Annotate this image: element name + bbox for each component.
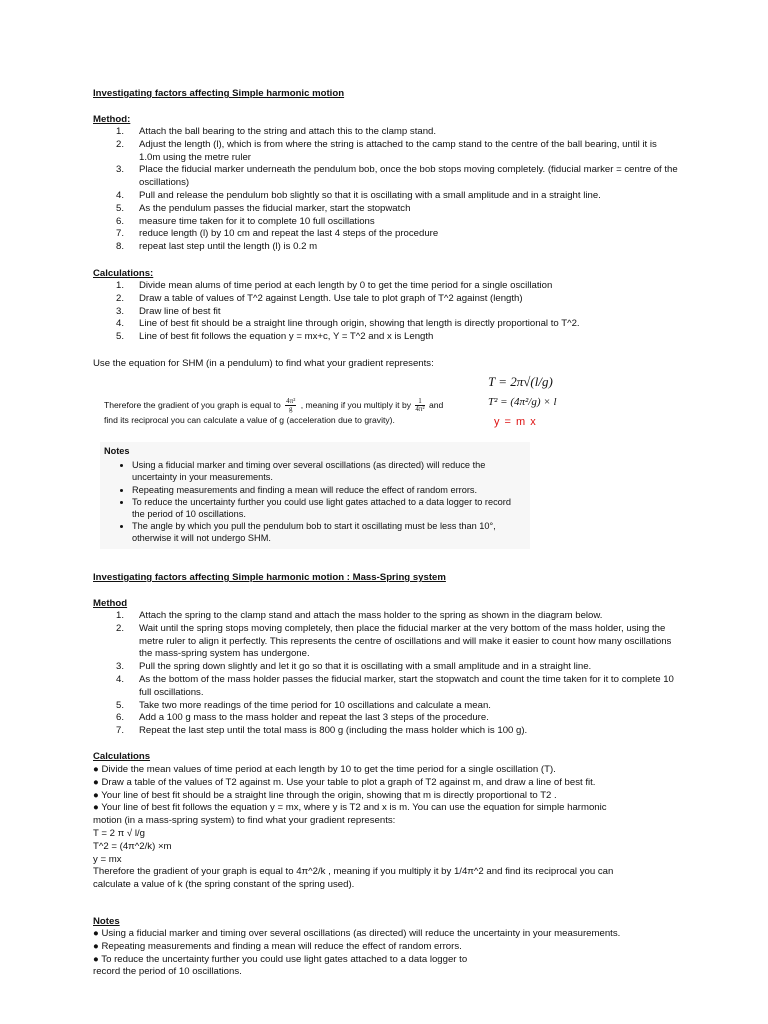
section2-notes-heading: Notes — [93, 916, 120, 927]
list-item-number: 2. — [116, 622, 125, 634]
formula-period-squared: T² = (4π²/g) × l — [488, 396, 557, 408]
section1-calculations-list — [0, 280, 679, 344]
multiplier-fraction — [415, 398, 424, 413]
section1-method-list — [0, 126, 679, 254]
list-item-text: Take two more readings of the time period for 10 oscillations and calculate a mean. — [139, 699, 491, 711]
text-line: T = 2 π √ l/g — [93, 827, 145, 839]
list-item-number: 1. — [116, 610, 125, 621]
section2-notes-lines — [93, 928, 683, 979]
gradient-text-b: , meaning if you multiply it by — [300, 400, 412, 410]
text-line: T^2 = (4π^2/k) ×m — [93, 840, 172, 852]
text-line: y = mx — [93, 853, 122, 865]
list-item-number: 4. — [116, 189, 125, 201]
text-line: motion (in a mass-spring system) to find what your gradient represents: — [93, 815, 396, 827]
list-item-text: Attach the ball bearing to the string and attach this to the clamp stand. — [139, 126, 437, 137]
list-item — [0, 203, 679, 216]
section2-method-heading: Method — [93, 598, 128, 609]
list-item-text: Line of best fit should be a straight line through origin, showing that length is directly proportional to T^2. — [139, 318, 580, 330]
list-item-number: 7. — [116, 228, 125, 240]
list-item — [0, 216, 679, 229]
gradient-text-c: and — [428, 400, 444, 410]
shm-instruction: Use the equation for SHM (in a pendulum) to find what your gradient represents: — [93, 358, 434, 369]
list-item-text: As the pendulum passes the fiducial marker, start the stopwatch — [139, 202, 411, 214]
list-item-text: Place the fiducial marker underneath the pendulum bob, once the bob stops moving completely. (fiducial marker = centre of the oscillations) — [139, 164, 678, 189]
list-item — [0, 674, 679, 700]
list-item — [0, 280, 679, 293]
list-item-number: 8. — [116, 241, 125, 253]
list-item-number: 7. — [116, 725, 125, 737]
list-item-text: Draw line of best fit — [139, 305, 221, 317]
list-item — [0, 126, 679, 139]
list-item — [0, 712, 679, 725]
list-item — [0, 190, 679, 203]
list-item-text: Wait until the spring stops moving completely, then place the fiducial marker at the very bottom of the mass holder, using the metre ruler to align it perfectly. This represents the centre of oscillations and will make it easier to count how many oscillations the mass-spring system has undergone. — [139, 622, 672, 660]
list-item-text: Divide mean alums of time period at each length by 0 to get the time period for a single oscillation — [139, 280, 553, 291]
list-item — [0, 306, 679, 319]
list-item-number: 6. — [116, 215, 125, 227]
note-item: • Repeating measurements and finding a mean will reduce the effect of random errors. — [132, 484, 524, 496]
list-item-text: reduce length (l) by 10 cm and repeat the last 4 steps of the procedure — [139, 228, 439, 240]
list-item-text: Pull the spring down slightly and let it go so that it is oscillating with a small amplitude and in a straight line. — [139, 661, 592, 673]
note-item: • To reduce the uncertainty further you could use light gates attached to a data logger to record the period of 10 oscillations. — [132, 496, 524, 520]
text-line: ● Your line of best fit should be a straight line through the origin, showing that m is directly proportional to T2 . — [93, 789, 557, 801]
list-item-number: 2. — [116, 138, 125, 150]
multiplier-fraction-bottom: 4π² — [415, 405, 425, 414]
list-item-text: repeat last step until the length (l) is 0.2 m — [139, 241, 318, 253]
list-item-text: Add a 100 g mass to the mass holder and repeat the last 3 steps of the procedure. — [139, 712, 489, 724]
section1-notes-list — [104, 459, 524, 544]
list-item — [0, 139, 679, 165]
list-item-number: 1. — [116, 280, 125, 291]
gradient-text-d: find its reciprocal you can calculate a value of g (acceleration due to gravity). — [104, 415, 395, 426]
list-item-number: 5. — [116, 331, 125, 343]
formula-linear: y = m x — [494, 416, 537, 428]
note-item: • The angle by which you pull the pendulum bob to start it oscillating must be less than 10°, otherwise it will not undergo SHM. — [132, 520, 524, 544]
list-item-number: 3. — [116, 661, 125, 673]
list-item — [0, 164, 679, 190]
text-line: ● Draw a table of the values of T2 against m. Use your table to plot a graph of T2 against m, and draw a line of best fit. — [93, 776, 596, 788]
list-item-number: 5. — [116, 202, 125, 214]
section2-calculations-lines — [93, 764, 683, 892]
list-item-text: measure time taken for it to complete 10 full oscillations — [139, 215, 375, 227]
list-item-number: 3. — [116, 164, 125, 176]
list-item — [0, 623, 679, 661]
section1-method-heading: Method: — [93, 114, 131, 125]
gradient-fraction — [285, 398, 296, 413]
text-line: ● Using a fiducial marker and timing over several oscillations (as directed) will reduce the uncertainty in your measurements. — [93, 928, 621, 939]
list-item-text: Draw a table of values of T^2 against Length. Use tale to plot graph of T^2 against (length) — [139, 292, 523, 304]
list-item-number: 1. — [116, 126, 125, 137]
list-item — [0, 661, 679, 674]
list-item — [0, 610, 679, 623]
list-item-text: As the bottom of the mass holder passes the fiducial marker, start the stopwatch and count the time taken for it to complete 10 full oscillations. — [139, 673, 674, 698]
text-line: calculate a value of k (the spring constant of the spring used). — [93, 879, 355, 891]
multiplier-fraction-top: 1 — [415, 398, 424, 406]
section1-title: Investigating factors affecting Simple harmonic motion — [93, 88, 345, 99]
list-item — [0, 725, 679, 738]
text-line: ● Repeating measurements and finding a mean will reduce the effect of random errors. — [93, 940, 462, 952]
text-line: ● Divide the mean values of time period at each length by 10 to get the time period for a single oscillation (T). — [93, 764, 556, 775]
text-line: Therefore the gradient of your graph is equal to 4π^2/k , meaning if you multiply it by 1/4π^2 and find its reciprocal you can — [93, 866, 614, 878]
text-line: record the period of 10 oscillations. — [93, 966, 242, 978]
list-item-text: Line of best fit follows the equation y = mx+c, Y = T^2 and x is Length — [139, 331, 434, 343]
gradient-fraction-bottom: g — [288, 405, 293, 414]
list-item-number: 6. — [116, 712, 125, 724]
section1-notes-box — [100, 442, 530, 549]
list-item — [0, 293, 679, 306]
gradient-text-a: Therefore the gradient of you graph is equal to — [104, 400, 281, 410]
section1-calculations-heading: Calculations: — [93, 268, 154, 279]
text-line: ● Your line of best fit follows the equation y = mx, where y is T2 and x is m. You can use the equation for simple harmonic — [93, 802, 607, 814]
section2-calculations-heading: Calculations — [93, 751, 151, 762]
list-item-number: 4. — [116, 318, 125, 330]
list-item — [0, 318, 679, 331]
list-item-number: 5. — [116, 699, 125, 711]
text-line: ● To reduce the uncertainty further you could use light gates attached to a data logger to — [93, 953, 468, 965]
list-item — [0, 228, 679, 241]
list-item — [0, 700, 679, 713]
list-item-text: Adjust the length (l), which is from where the string is attached to the camp stand to the centre of the ball bearing, until it is 1.0m using the metre ruler — [139, 138, 657, 163]
note-item: • Using a fiducial marker and timing over several oscillations (as directed) will reduce the uncertainty in your measurements. — [132, 459, 524, 483]
list-item-text: Attach the spring to the clamp stand and attach the mass holder to the spring as shown in the diagram below. — [139, 610, 603, 621]
list-item-text: Repeat the last step until the total mass is 800 g (including the mass holder which is 100 g). — [139, 725, 528, 737]
list-item — [0, 331, 679, 344]
gradient-explanation — [104, 398, 469, 427]
gradient-fraction-top: 4π² — [286, 397, 296, 406]
formula-period: T = 2π√(l/g) — [488, 374, 553, 389]
section2-title: Investigating factors affecting Simple harmonic motion : Mass-Spring system — [93, 572, 446, 583]
section2-method-list — [0, 610, 679, 738]
list-item — [0, 241, 679, 254]
list-item-number: 2. — [116, 292, 125, 304]
list-item-number: 3. — [116, 305, 125, 317]
list-item-text: Pull and release the pendulum bob slightly so that it is oscillating with a small amplitude and in a straight line. — [139, 189, 601, 201]
list-item-number: 4. — [116, 673, 125, 685]
section1-notes-heading: Notes — [104, 446, 130, 456]
